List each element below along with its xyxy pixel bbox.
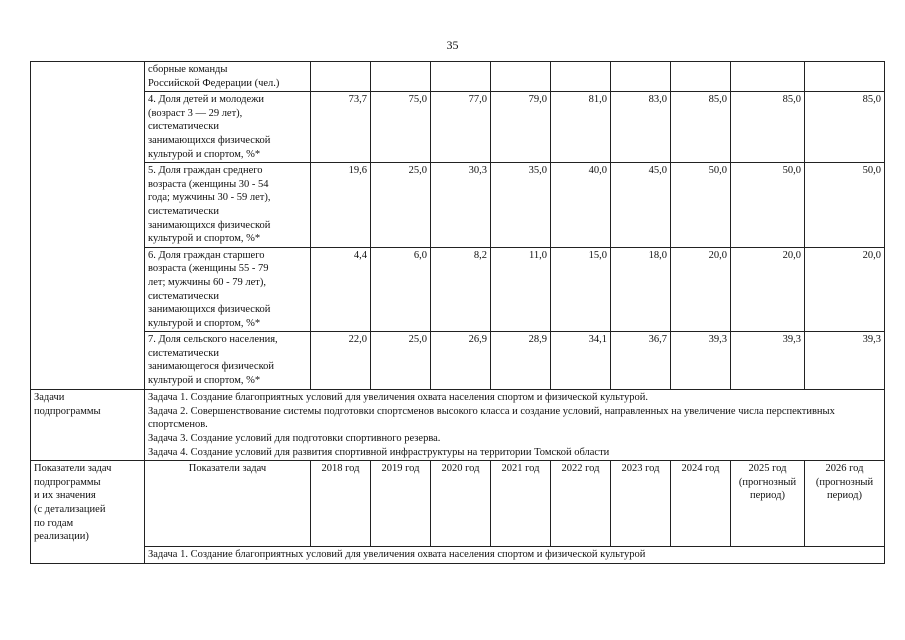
indicator-label: 6. Доля граждан старшего возраста (женщины 55 - 79 лет; мужчины 60 - 79 лет), систематически занимающихся физической культурой и спортом, %* xyxy=(145,247,311,332)
value-cell: 77,0 xyxy=(431,92,491,163)
table-row xyxy=(31,163,885,248)
table-row xyxy=(31,62,885,92)
value-cell: 34,1 xyxy=(551,332,611,390)
task1-heading: Задача 1. Создание благоприятных условий для увеличения охвата населения спортом и физической культурой xyxy=(145,547,885,564)
value-cell: 39,3 xyxy=(805,332,885,390)
column-header: 2018 год xyxy=(311,461,371,547)
value-cell: 50,0 xyxy=(731,163,805,248)
value-cell: 8,2 xyxy=(431,247,491,332)
column-header: 2021 год xyxy=(491,461,551,547)
value-cell: 22,0 xyxy=(311,332,371,390)
tasks-row xyxy=(31,390,885,461)
value-cell: 25,0 xyxy=(371,163,431,248)
indicators-header-row xyxy=(31,461,885,547)
value-cell: 20,0 xyxy=(805,247,885,332)
indicator-label: 4. Доля детей и молодежи (возраст 3 — 29 лет), систематически занимающихся физической культурой и спортом, %* xyxy=(145,92,311,163)
page-number: 35 xyxy=(446,38,459,52)
value-cell: 39,3 xyxy=(671,332,731,390)
value-cell: 85,0 xyxy=(671,92,731,163)
value-cell: 50,0 xyxy=(671,163,731,248)
value-cell: 6,0 xyxy=(371,247,431,332)
value-cell: 73,7 xyxy=(311,92,371,163)
table-row xyxy=(31,92,885,163)
value-cell: 45,0 xyxy=(611,163,671,248)
value-cell: 39,3 xyxy=(731,332,805,390)
table-row xyxy=(31,247,885,332)
value-cell: 75,0 xyxy=(371,92,431,163)
tasks-section-label: Задачи подпрограммы xyxy=(31,390,145,461)
value-cell: 36,7 xyxy=(611,332,671,390)
column-header: 2020 год xyxy=(431,461,491,547)
value-cell: 19,6 xyxy=(311,163,371,248)
value-cell: 28,9 xyxy=(491,332,551,390)
column-header: 2019 год xyxy=(371,461,431,547)
column-header: 2024 год xyxy=(671,461,731,547)
column-header: Показатели задач xyxy=(145,461,311,547)
column-header: 2025 год (прогнозный период) xyxy=(731,461,805,547)
indicator-label: 7. Доля сельского населения, систематически занимающегося физической культурой и спортом, %* xyxy=(145,332,311,390)
tasks-list xyxy=(145,390,885,461)
value-cell: 40,0 xyxy=(551,163,611,248)
column-header: 2022 год xyxy=(551,461,611,547)
value-cell: 81,0 xyxy=(551,92,611,163)
task-item: Задача 3. Создание условий для подготовки спортивного резерва. xyxy=(148,433,441,445)
value-cell: 79,0 xyxy=(491,92,551,163)
value-cell: 85,0 xyxy=(805,92,885,163)
value-cell: 85,0 xyxy=(731,92,805,163)
indicator-label: 5. Доля граждан среднего возраста (женщины 30 - 54 года; мужчины 30 - 59 лет), систематически занимающихся физической культурой и спортом, %* xyxy=(145,163,311,248)
task-item: Задача 2. Совершенствование системы подготовки спортсменов высокого класса и создание условий, направленных на увеличение числа перспективных спортсменов. xyxy=(148,405,835,431)
value-cell: 35,0 xyxy=(491,163,551,248)
task-item: Задача 4. Создание условий для развития спортивной инфраструктуры на территории Томской области xyxy=(148,446,610,458)
value-cell: 26,9 xyxy=(431,332,491,390)
value-cell: 4,4 xyxy=(311,247,371,332)
value-cell: 18,0 xyxy=(611,247,671,332)
value-cell: 20,0 xyxy=(731,247,805,332)
value-cell: 20,0 xyxy=(671,247,731,332)
indicator-label: сборные команды Российской Федерации (чел.) xyxy=(145,62,311,92)
indicators-section-label: Показатели задач подпрограммы и их значения (с детализацией по годам реализации) xyxy=(31,461,145,564)
value-cell: 11,0 xyxy=(491,247,551,332)
task1-row xyxy=(31,547,885,564)
column-header: 2023 год xyxy=(611,461,671,547)
task-item: Задача 1. Создание благоприятных условий для увеличения охвата населения спортом и физической культурой. xyxy=(148,392,648,404)
subprogram-table xyxy=(30,61,885,564)
table-row xyxy=(31,332,885,390)
section-label-empty xyxy=(31,62,145,390)
value-cell: 25,0 xyxy=(371,332,431,390)
value-cell: 50,0 xyxy=(805,163,885,248)
value-cell: 83,0 xyxy=(611,92,671,163)
value-cell: 15,0 xyxy=(551,247,611,332)
value-cell: 30,3 xyxy=(431,163,491,248)
column-header: 2026 год (прогнозный период) xyxy=(805,461,885,547)
